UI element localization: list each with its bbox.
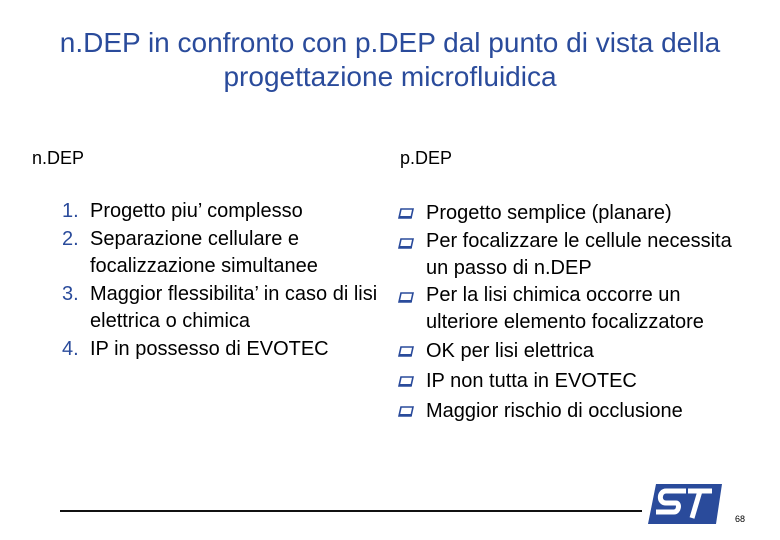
item-number: 4. bbox=[62, 337, 79, 360]
pdep-list bbox=[392, 198, 752, 426]
slide-title: n.DEP in confronto con p.DEP dal punto di vista della progettazione microfluidica bbox=[59, 27, 721, 92]
list-item bbox=[392, 396, 752, 426]
ndep-list bbox=[62, 198, 382, 363]
item-number: 2. bbox=[62, 227, 79, 250]
checkbox-bullet-icon bbox=[398, 208, 414, 219]
checkbox-bullet-icon bbox=[398, 238, 414, 249]
item-text: IP non tutta in EVOTEC bbox=[426, 370, 637, 392]
item-text: Progetto semplice (planare) bbox=[426, 202, 672, 224]
list-item bbox=[392, 366, 752, 396]
right-column-heading: p.DEP bbox=[400, 148, 453, 168]
st-logo-icon bbox=[646, 482, 722, 526]
list-item bbox=[392, 198, 752, 228]
item-text: Maggior flessibilita’ in caso di lisi elettrica o chimica bbox=[90, 282, 378, 332]
item-text: Per focalizzare le cellule necessita un passo di n.DEP bbox=[426, 230, 732, 279]
item-text: Separazione cellulare e focalizzazione simultanee bbox=[90, 227, 318, 277]
item-text: OK per lisi elettrica bbox=[426, 340, 594, 362]
list-item bbox=[392, 282, 752, 336]
page-number: 68 bbox=[735, 514, 746, 524]
left-column-heading: n.DEP bbox=[32, 148, 85, 168]
item-text: Progetto piu’ complesso bbox=[90, 200, 303, 222]
footer-divider bbox=[60, 510, 642, 512]
list-item bbox=[392, 336, 752, 366]
checkbox-bullet-icon bbox=[398, 376, 414, 387]
list-item bbox=[62, 226, 382, 281]
checkbox-bullet-icon bbox=[398, 292, 414, 303]
item-text: Maggior rischio di occlusione bbox=[426, 400, 683, 422]
item-text: IP in possesso di EVOTEC bbox=[90, 337, 329, 360]
checkbox-bullet-icon bbox=[398, 346, 414, 357]
item-number: 1. bbox=[62, 200, 79, 222]
list-item bbox=[392, 228, 752, 282]
item-text: Per la lisi chimica occorre un ulteriore elemento focalizzatore bbox=[426, 284, 704, 333]
list-item bbox=[62, 281, 382, 336]
list-item bbox=[62, 336, 382, 364]
checkbox-bullet-icon bbox=[398, 406, 414, 417]
item-number: 3. bbox=[62, 282, 79, 305]
list-item bbox=[62, 198, 382, 226]
